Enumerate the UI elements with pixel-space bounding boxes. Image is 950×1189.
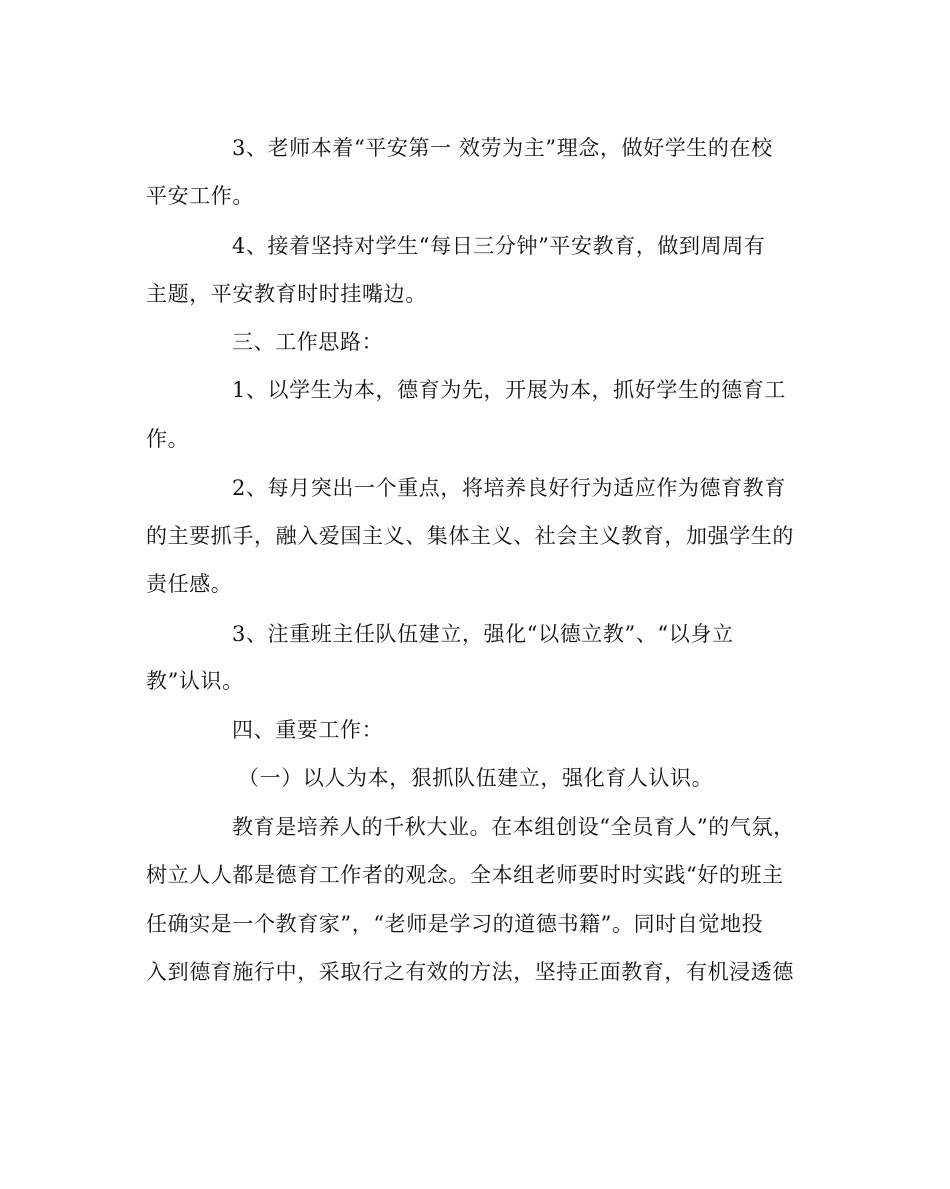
paragraph-line: 的主要抓手，融入爱国主义、集体主义、社会主义教育，加强学生的: [146, 524, 794, 548]
paragraph-line: 教”认识。: [146, 669, 244, 693]
paragraph-line: 主题，平安教育时时挂嘴边。: [146, 282, 427, 306]
paragraph-line: 作。: [146, 427, 190, 451]
paragraph-line: 3、注重班主任队伍建立，强化“以德立教”、“以身立: [232, 622, 734, 646]
paragraph-line: 4、接着坚持对学生“每日三分钟”平安教育，做到周周有: [232, 234, 766, 258]
paragraph-line: 平安工作。: [146, 184, 254, 208]
section-heading: 四、重要工作：: [232, 718, 384, 742]
paragraph-line: 入到德育施行中，采取行之有效的方法，坚持正面教育，有机浸透德: [146, 960, 794, 984]
paragraph-line: 责任感。: [146, 572, 233, 596]
paragraph-line: 教育是培养人的千秋大业。在本组创设“全员育人”的气氛，: [232, 815, 795, 839]
paragraph-line: 1、以学生为本，德育为先，开展为本，抓好学生的德育工: [232, 378, 786, 402]
subsection-heading: （一）以人为本，狠抓队伍建立，强化育人认识。: [238, 766, 714, 790]
section-heading: 三、工作思路：: [232, 330, 384, 354]
paragraph-line: 树立人人都是德育工作者的观念。全本组老师要时时实践“好的班主: [146, 863, 784, 887]
paragraph-line: 2、每月突出一个重点，将培养良好行为适应作为德育教育: [232, 476, 786, 500]
paragraph-line: 3、老师本着“平安第一 效劳为主”理念，做好学生的在校: [232, 136, 773, 160]
paragraph-line: 任确实是一个教育家”，“老师是学习的道德书籍”。同时自觉地投: [146, 912, 764, 936]
